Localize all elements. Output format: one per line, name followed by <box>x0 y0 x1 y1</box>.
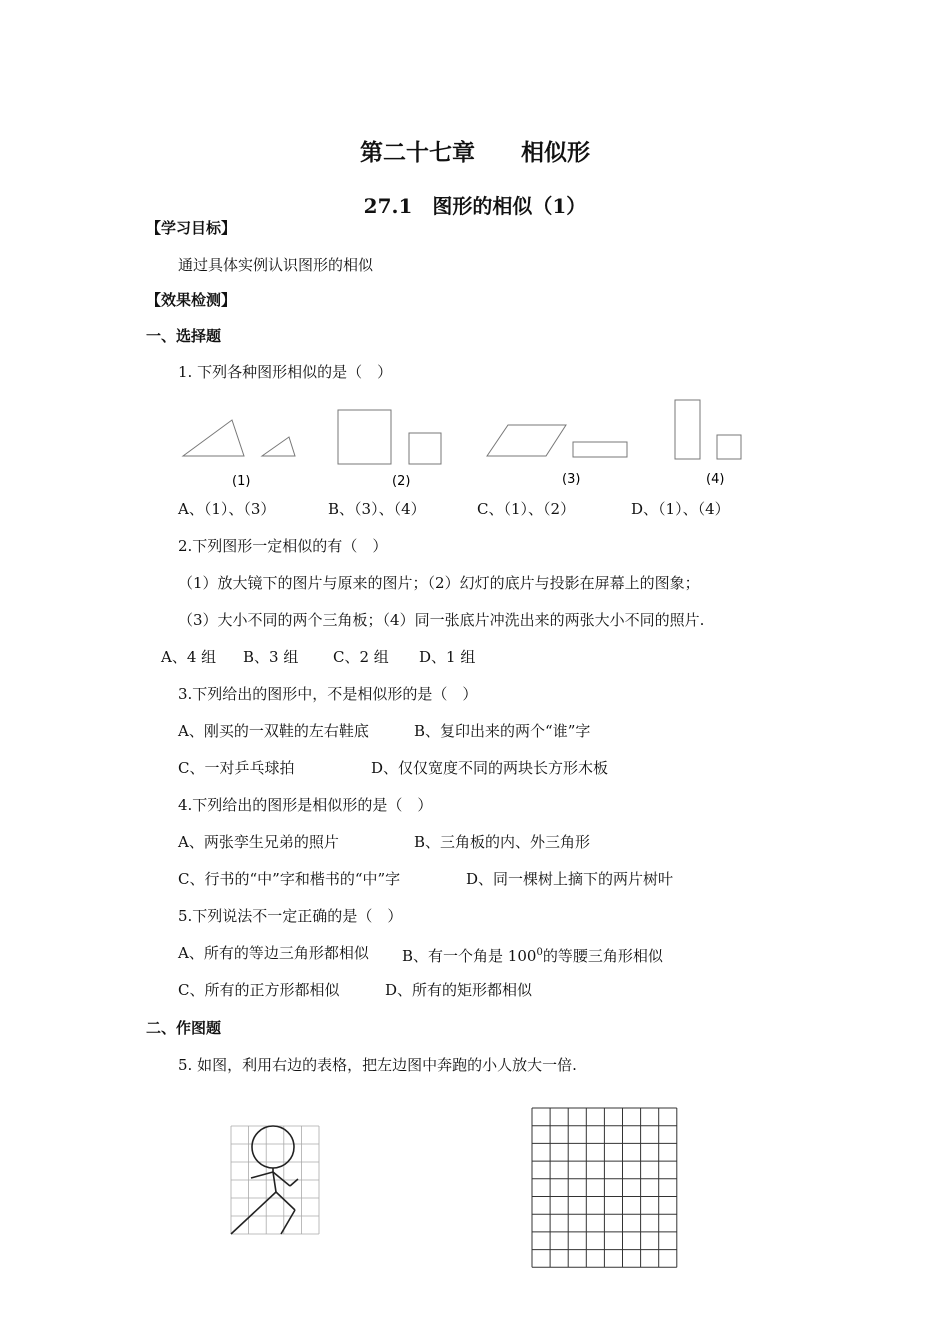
q5-option-b-rest: 的等腰三角形相似 <box>542 947 663 965</box>
q5-option-c: C、所有的正方形都相似 <box>178 981 340 999</box>
draw-question-stem: 5. 如图，利用右边的表格，把左边图中奔跑的小人放大一倍. <box>178 1056 577 1074</box>
q4-option-b: B、三角板的内、外三角形 <box>414 833 591 851</box>
figure-leg-right-upper <box>276 1192 295 1210</box>
q2-line2: （3）大小不同的两个三角板；（4）同一张底片冲洗出来的两张大小不同的照片. <box>178 611 705 629</box>
large-grid <box>532 1108 677 1267</box>
part1-heading: 一、选择题 <box>146 327 222 345</box>
q4-option-c: C、行书的“中”字和楷书的“中”字 <box>178 870 401 888</box>
figure1-caption: (1) <box>232 474 251 489</box>
q3-option-b: B、复印出来的两个“谁”字 <box>414 722 591 740</box>
q5-option-a: A、所有的等边三角形都相似 <box>178 944 369 962</box>
objectives-heading: 【学习目标】 <box>146 219 237 237</box>
degree-superscript: 0 <box>536 947 543 958</box>
q3-stem: 3.下列给出的图形中，不是相似形的是（ ） <box>178 685 478 703</box>
q2-option-d: D、1 组 <box>419 648 476 666</box>
q2-option-b: B、3 组 <box>243 648 299 666</box>
q4-option-a: A、两张孪生兄弟的照片 <box>178 833 339 851</box>
q2-line1: （1）放大镜下的图片与原来的图片；（2）幻灯的底片与投影在屏幕上的图象； <box>178 574 700 592</box>
q3-option-c: C、一对乒乓球拍 <box>178 759 295 777</box>
figure4-caption: (4) <box>706 472 725 487</box>
q1-option-a: A、（1）、（3） <box>178 500 276 518</box>
objective-text: 通过具体实例认识图形的相似 <box>178 256 374 274</box>
q5-stem: 5.下列说法不一定正确的是（ ） <box>178 907 403 925</box>
figure-arm-left <box>251 1172 273 1178</box>
q5-option-d: D、所有的矩形都相似 <box>385 981 533 999</box>
part2-heading: 二、作图题 <box>146 1019 222 1037</box>
q2-option-a: A、4 组 <box>161 648 217 666</box>
q4-stem: 4.下列给出的图形是相似形的是（ ） <box>178 796 433 814</box>
section-title: 27.1 图形的相似（1） <box>363 194 587 218</box>
q3-option-a: A、刚买的一双鞋的左右鞋底 <box>178 722 369 740</box>
q2-stem: 2.下列图形一定相似的有（ ） <box>178 537 388 555</box>
figure3-caption: (3) <box>562 472 581 487</box>
q1-option-c: C、（1）、（2） <box>477 500 576 518</box>
chapter-title: 第二十七章 相似形 <box>360 139 590 166</box>
q1-option-d: D、（1）、（4） <box>631 500 730 518</box>
q5-option-b-text: B、有一个角是 100 <box>402 947 537 965</box>
check-heading: 【效果检测】 <box>146 291 237 309</box>
q4-option-d: D、同一棵树上摘下的两片树叶 <box>466 870 674 888</box>
figure2-caption: (2) <box>392 474 411 489</box>
q1-stem: 1. 下列各种图形相似的是（ ） <box>178 363 393 381</box>
q3-option-d: D、仅仅宽度不同的两块长方形木板 <box>371 759 609 777</box>
q1-option-b: B、（3）、（4） <box>328 500 426 518</box>
q2-option-c: C、2 组 <box>333 648 389 666</box>
figure-leg-right-lower <box>281 1210 295 1234</box>
